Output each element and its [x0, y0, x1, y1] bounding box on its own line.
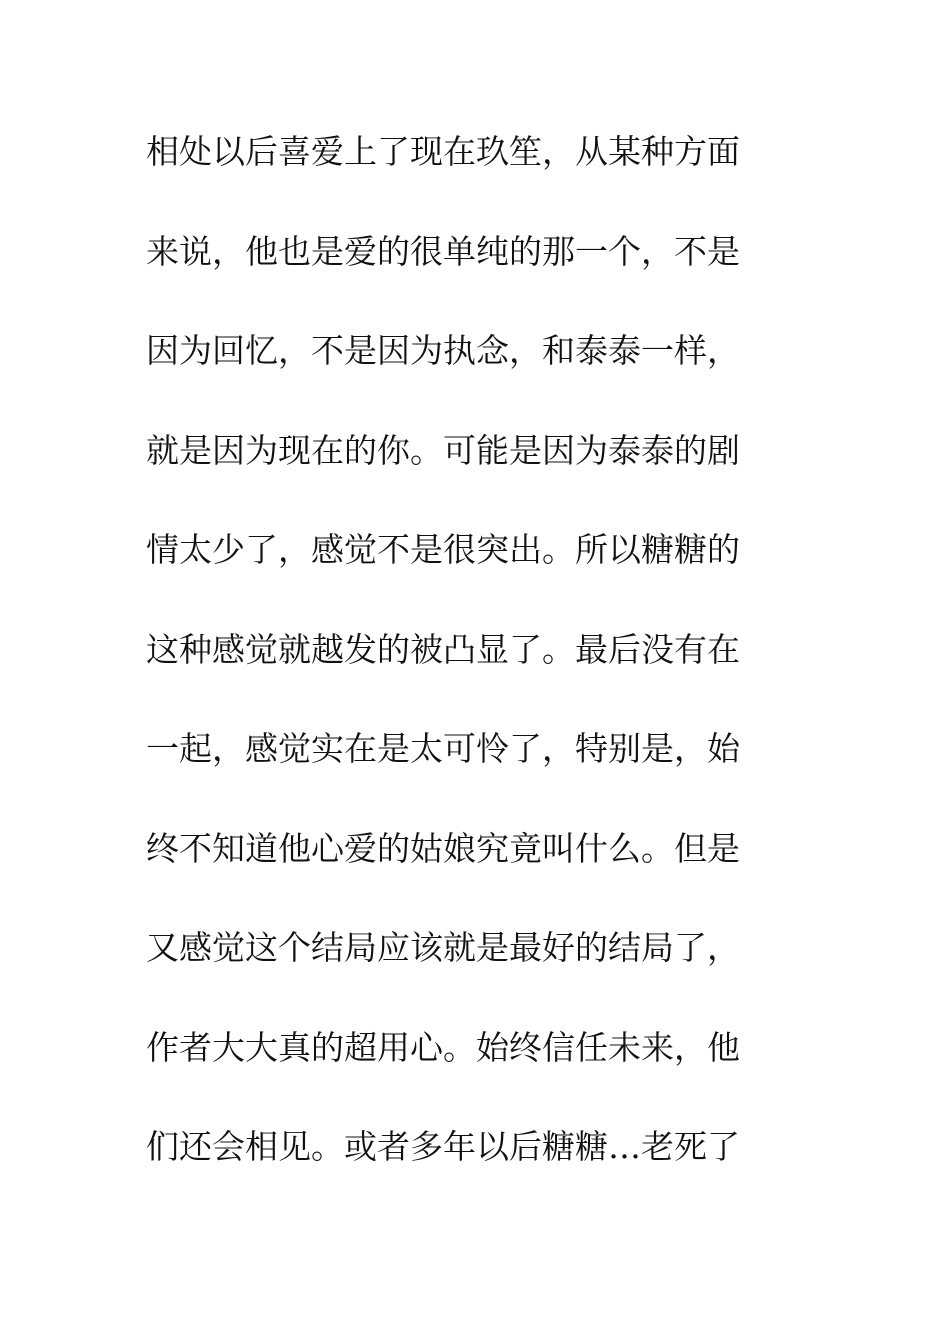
text-line: 因为回忆，不是因为执念，和泰泰一样，: [146, 331, 740, 370]
text-line: 们还会相见。或者多年以后糖糖…老死了: [146, 1127, 740, 1166]
text-line: 情太少了，感觉不是很突出。所以糖糖的: [146, 530, 740, 569]
body-text: [146, 122, 786, 1217]
text-line: 作者大大真的超用心。始终信任未来，他: [146, 1027, 740, 1067]
text-line: 终不知道他心爱的姑娘究竟叫什么。但是: [146, 828, 740, 868]
text-line: 就是因为现在的你。可能是因为泰泰的剧: [146, 430, 740, 470]
text-line: 又感觉这个结局应该就是最好的结局了，: [146, 928, 740, 967]
text-line: 相处以后喜爱上了现在玖笙，从某种方面: [146, 132, 740, 171]
text-line: 这种感觉就越发的被凸显了。最后没有在: [146, 629, 740, 669]
text-line: 来说，他也是爱的很单纯的那一个，不是: [146, 231, 740, 271]
text-line: 一起，感觉实在是太可怜了，特别是，始: [146, 729, 740, 768]
